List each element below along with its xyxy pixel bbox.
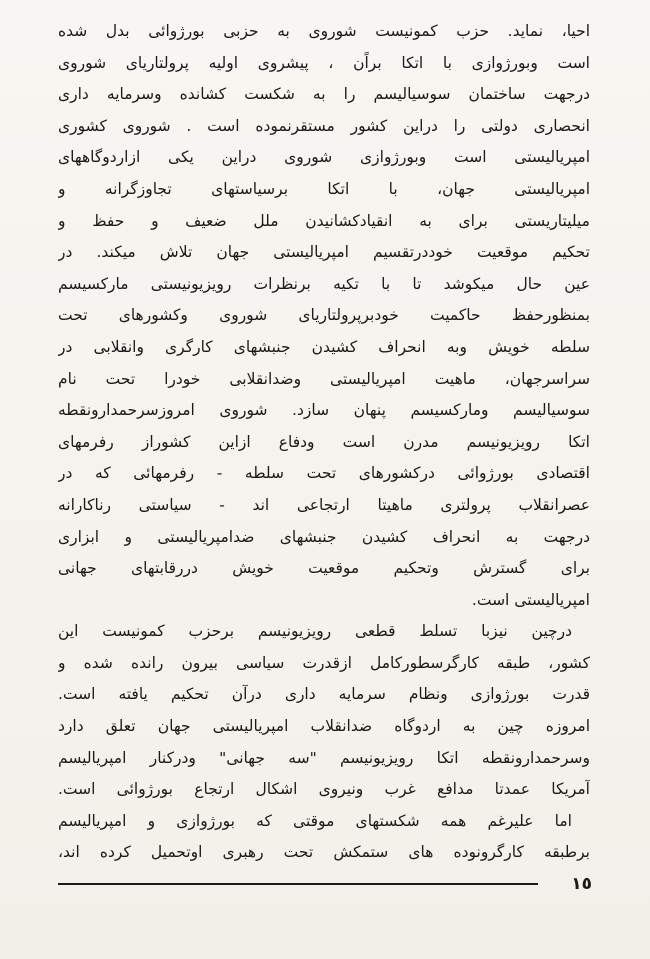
text-line: انحصاری دولتی را دراین کشور مستقرنموده است . شوروی کشوری (58, 116, 590, 135)
text-line: تحکیم موقعیت خوددرتقسیم امپریالیستی جهان تلاش میکند. در (58, 243, 590, 262)
text-line: بمنظورحفظ حاکمیت خودبرپرولتاریای شوروی وکشورهای تحت (58, 306, 590, 325)
page-number: ١٥ (571, 874, 592, 894)
text-line: است وبورژوازی با اتکا براًن ، پیشروی اولیه پرولتاریای شوروی (58, 53, 590, 72)
text-line: اما علیرغم همه شکستهای موقتی که بورژوازی و امپریالیسم (58, 811, 572, 830)
text-line: اقتصادی بورژوائی درکشورهای تحت سلطه - رفرمهائی که در (58, 464, 590, 483)
text-line: امپریالیستی است. (471, 590, 590, 609)
text-line: برای گسترش وتحکیم موقعیت خویش دررقابتهای جهانی (58, 559, 590, 578)
text-line: درجهت ساختمان سوسیالیسم را به شکست کشانده وسرمایه داری (58, 85, 590, 104)
text-line: وسرحمدارونقطه اتکا رویزیونیسم "سه جهانی" ودرکنار امپریالیسم (58, 748, 590, 767)
paragraph-2 (58, 616, 590, 806)
paragraph-1 (58, 16, 590, 616)
text-line: امپریالیستی است وبورژوازی شوروی دراین یکی ازاردوگاههای (58, 148, 590, 167)
text-line: برطبقه کارگرونوده های ستمکش تحت رهبری اوتحمیل کرده اند، (58, 843, 590, 862)
text-line: سلطه خویش وبه انحراف کشیدن جنبشهای کارگری وانقلابی در (58, 337, 590, 356)
footer-rule (58, 883, 538, 885)
page-footer (58, 872, 592, 896)
body-text (58, 16, 590, 869)
text-line: کشور، طبقه کارگرسطورکامل ازقدرت سیاسی بیرون رانده شده و (58, 653, 590, 672)
text-line: قدرت بورژوازی ونظام سرمایه داری درآن تحکیم یافته است. (58, 685, 590, 704)
paragraph-3 (58, 806, 590, 869)
text-line: سراسرجهان، ماهیت امپریالیستی وضدانقلابی خودرا تحت نام (58, 369, 590, 388)
text-line: درجهت به انحراف کشیدن جنبشهای ضدامپریالیستی و ابزاری (58, 527, 590, 546)
text-line: میلیتاریستی برای به انقیادکشانیدن ملل ضعیف و حفظ و (58, 211, 590, 230)
text-line: احیا، نماید. حزب کمونیست شوروی به حزبی بورژوائی بدل شده (58, 22, 590, 40)
text-line: امروزه چین به اردوگاه ضدانقلاب امپریالیستی جهان تعلق دارد (58, 717, 590, 736)
text-line: درچین نیزبا تسلط قطعی رویزیونیسم برحزب کمونیست این (58, 622, 572, 641)
text-line: عین حال میکوشد تا با تکیه برنظرات رویزیونیستی مارکسیسم (58, 274, 590, 293)
text-line: سوسیالیسم ومارکسیسم پنهان سازد. شوروی امروزسرحمدارونقطه (58, 401, 590, 420)
text-line: اتکا رویزیونیسم مدرن است ودفاع ازاین کشوراز رفرمهای (58, 432, 590, 451)
text-line: عصرانقلاب پرولتری ماهیتا ارتجاعی اند - سیاستی رناکارانه (58, 495, 590, 514)
text-line: امپریالیستی جهان، با اتکا برسیاستهای تجاوزگرانه و (58, 179, 590, 198)
text-line: آمریکا عمدتا مدافع غرب ونیروی اشکال ارتجاع بورژوائی است. (58, 780, 590, 799)
